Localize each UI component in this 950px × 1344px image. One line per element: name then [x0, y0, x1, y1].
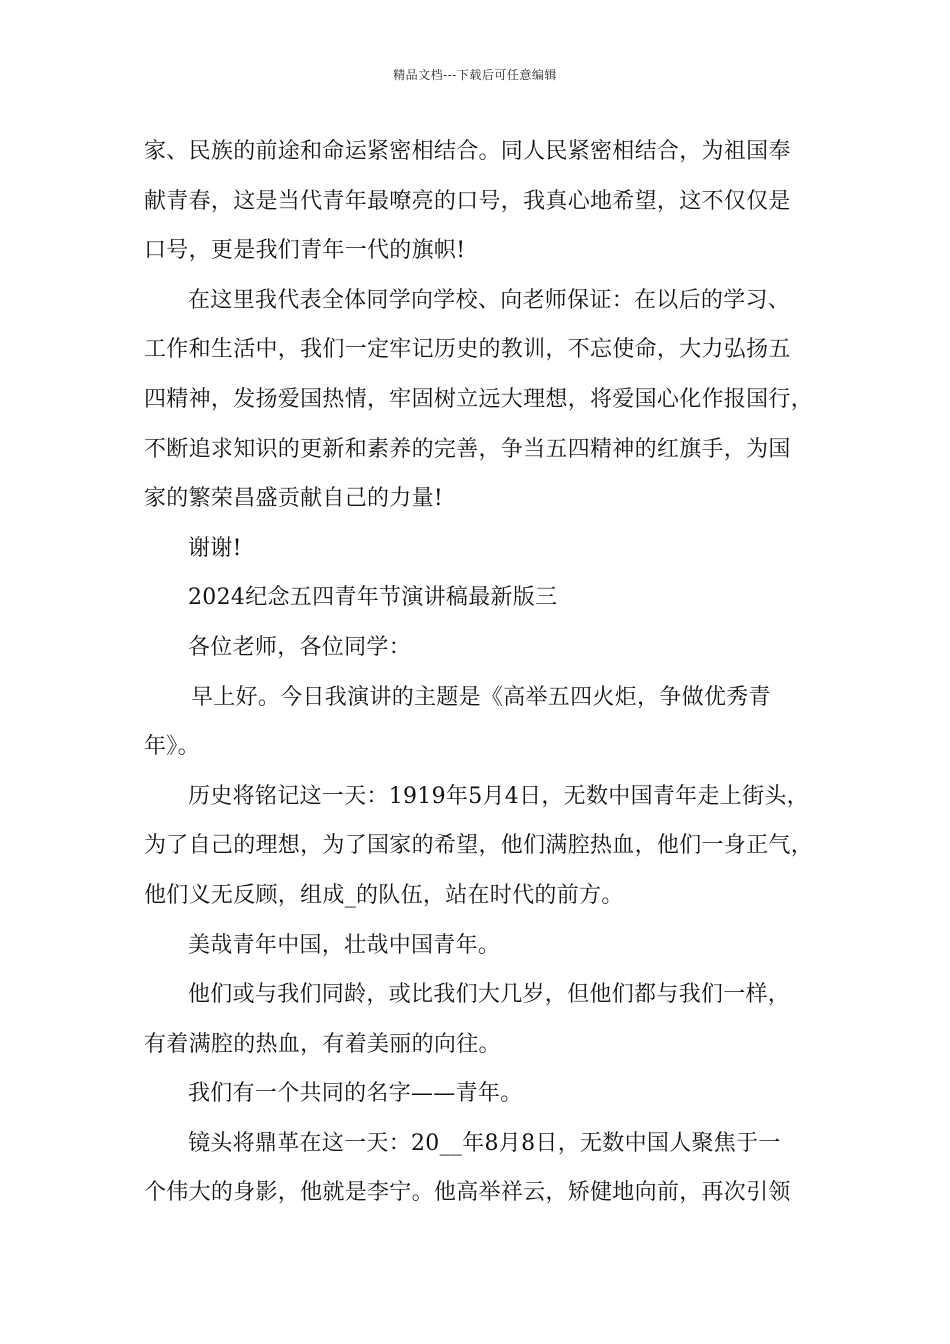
paragraph-line: 他们义无反顾，组成_的队伍，站在时代的前方。 [144, 882, 624, 908]
paragraph-line: 有着满腔的热血，有着美丽的向往。 [144, 1031, 501, 1057]
paragraph-line: 谢谢! [188, 535, 242, 561]
salutation: 各位老师，各位同学： [188, 634, 412, 660]
paragraph-line: 家的繁荣昌盛贡献自己的力量! [144, 486, 444, 512]
paragraph-line: 在这里我代表全体同学向学校、向老师保证：在以后的学习、 [188, 287, 791, 313]
paragraph-line: 献青春，这是当代青年最嘹亮的口号，我真心地希望，这不仅仅是 [144, 188, 791, 214]
paragraph-line: 早上好。今日我演讲的主题是《高举五四火炬，争做优秀青 [191, 684, 771, 710]
paragraph-line: 镜头将鼎革在这一天：20__年8月8日，无数中国人聚焦于一 [188, 1130, 781, 1156]
paragraph-line: 历史将铭记这一天：1919年5月4日，无数中国青年走上街头， [188, 783, 809, 809]
paragraph-line: 年》。 [144, 734, 200, 760]
paragraph-line: 美哉青年中国，壮哉中国青年。 [188, 932, 501, 958]
paragraph-line: 个伟大的身影，他就是李宁。他高举祥云，矫健地向前，再次引领 [144, 1180, 791, 1206]
paragraph-line: 为了自己的理想，为了国家的希望，他们满腔热血，他们一身正气， [144, 833, 814, 859]
paragraph-line: 工作和生活中，我们一定牢记历史的教训，不忘使命，大力弘扬五 [144, 337, 791, 363]
paragraph-line: 四精神，发扬爱国热情，牢固树立远大理想，将爱国心化作报国行， [144, 386, 814, 412]
paragraph-line: 他们或与我们同龄，或比我们大几岁，但他们都与我们一样， [188, 982, 791, 1008]
paragraph-line: 口号，更是我们青年一代的旗帜! [144, 238, 466, 264]
paragraph-line: 我们有一个共同的名字——青年。 [188, 1081, 523, 1107]
paragraph-line: 不断追求知识的更新和素养的完善，争当五四精神的红旗手，为国 [144, 436, 791, 462]
page-header: 精品文档---下载后可任意编辑 [393, 68, 557, 82]
document-body [144, 127, 824, 1218]
section-title: 2024纪念五四青年节演讲稿最新版三 [188, 585, 558, 611]
paragraph-line: 家、民族的前途和命运紧密相结合。同人民紧密相结合，为祖国奉 [144, 139, 791, 164]
